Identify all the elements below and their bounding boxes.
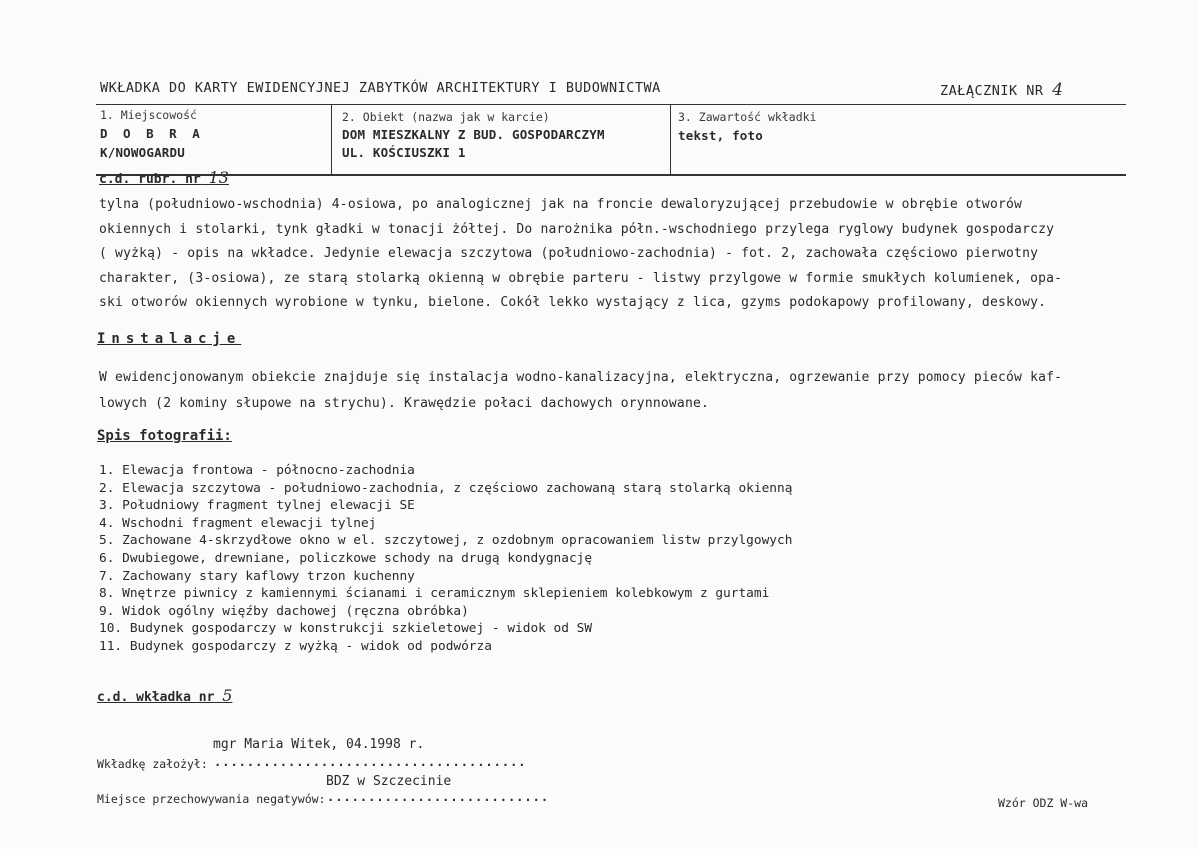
photo-item: 5. Zachowane 4-skrzydłowe okno w el. szczytowej, z ozdobnym opracowaniem listw przylgowych	[99, 533, 793, 549]
content-label: 3. Zawartość wkładki	[678, 110, 817, 124]
installations-line: lowych (2 kominy słupowe na strychu). Krawędzie połaci dachowych orynnowane.	[99, 396, 710, 411]
attachment-number-value: 4	[1052, 80, 1064, 100]
form-code: Wzór ODZ W-wa	[998, 796, 1089, 810]
author-dotted-line: ......................................	[214, 755, 527, 769]
photo-item: 9. Widok ogólny więźby dachowej (ręczna obróbka)	[99, 603, 469, 619]
installations-line: W ewidencjonowanym obiekcie znajduje się instalacja wodno-kanalizacyjna, elektryczna, ogrzewanie przy pomocy pieców kaf-	[99, 370, 1063, 385]
photos-list	[99, 462, 792, 656]
description-text	[99, 193, 1124, 316]
locality-district: K/NOWOGARDU	[100, 145, 185, 160]
document-title: WKŁADKA DO KARTY EWIDENCYJNEJ ZABYTKÓW ARCHITEKTURY I BUDOWNICTWA	[100, 80, 661, 96]
object-name: DOM MIESZKALNY Z BUD. GOSPODARCZYM	[342, 127, 605, 142]
table-bottom-border	[96, 174, 1126, 176]
locality-label: 1. Miejscowość	[100, 108, 197, 122]
storage-dotted-line: ...........................	[327, 790, 550, 804]
description-line: ski otworów okiennych wyrobione w tynku, bielone. Cokół lekko wystający z lica, gzyms podokapowy profilowany, deskowy.	[99, 295, 1047, 310]
photo-item: 7. Zachowany stary kaflowy trzon kuchenny	[99, 568, 415, 584]
photo-item: 11. Budynek gospodarczy z wyżką - widok od podwórza	[99, 638, 492, 654]
table-divider-1	[331, 104, 332, 174]
rubric-number: 13	[208, 168, 229, 187]
photo-item: 8. Wnętrze piwnicy z kamiennymi ścianami i ceramicznym sklepieniem kolebkowym z gurtami	[99, 586, 770, 602]
installations-text	[99, 365, 1124, 417]
table-divider-2	[670, 104, 671, 174]
description-line: okiennych i stolarki, tynk gładki w tonacji żółtej. Do narożnika półn.-wschodniego przylega ryglowy budynek gospodarczy	[99, 221, 1055, 237]
content-value: tekst, foto	[678, 128, 763, 143]
photo-item: 3. Południowy fragment tylnej elewacji SE	[99, 498, 415, 514]
photo-item: 4. Wschodni fragment elewacji tylnej	[99, 515, 377, 531]
photo-item: 6. Dwubiegowe, drewniane, policzkowe schody na drugą kondygnację	[99, 550, 593, 566]
photo-item: 1. Elewacja frontowa - północno-zachodnia	[99, 463, 415, 478]
continuation-label: c.d. wkładka nr	[97, 690, 215, 705]
rubric-reference	[99, 168, 229, 187]
continuation-number: 5	[222, 686, 233, 705]
table-top-border	[96, 104, 1126, 105]
description-line: tylna (południowo-wschodnia) 4-osiowa, po analogicznej jak na froncie dewaloryzującej przebudowie w obrębie otworów	[99, 197, 1023, 212]
photos-heading: Spis fotografii:	[97, 428, 232, 444]
attachment-number	[940, 80, 1064, 100]
locality-name: D O B R A	[100, 126, 204, 141]
description-line: ( wyżką) - opis na wkładce. Jedynie elewacja szczytowa (południowo-zachodnia) - fot. 2, zachowała częściowo pierwotny	[99, 246, 1039, 261]
attachment-label: ZAŁĄCZNIK NR	[940, 83, 1044, 99]
continuation-reference	[97, 686, 232, 705]
installations-heading: Instalacje	[97, 331, 242, 347]
storage-label: Miejsce przechowywania negatywów:	[97, 792, 326, 806]
author-value: mgr Maria Witek, 04.1998 r.	[213, 737, 425, 752]
storage-value: BDZ w Szczecinie	[326, 774, 452, 789]
rubric-label: c.d. rubr. nr	[99, 172, 201, 187]
object-label: 2. Obiekt (nazwa jak w karcie)	[342, 110, 550, 124]
object-address: UL. KOŚCIUSZKI 1	[342, 145, 466, 160]
photo-item: 2. Elewacja szczytowa - południowo-zachodnia, z częściowo zachowaną starą stolarką okienną	[99, 480, 793, 496]
description-line: charakter, (3-osiowa), ze starą stolarką okienną w obrębie parteru - listwy przylgowe w formie smukłych kolumienek, opa-	[99, 270, 1063, 286]
author-label: Wkładkę założył:	[97, 757, 208, 771]
photo-item: 10. Budynek gospodarczy w konstrukcji szkieletowej - widok od SW	[99, 621, 593, 637]
